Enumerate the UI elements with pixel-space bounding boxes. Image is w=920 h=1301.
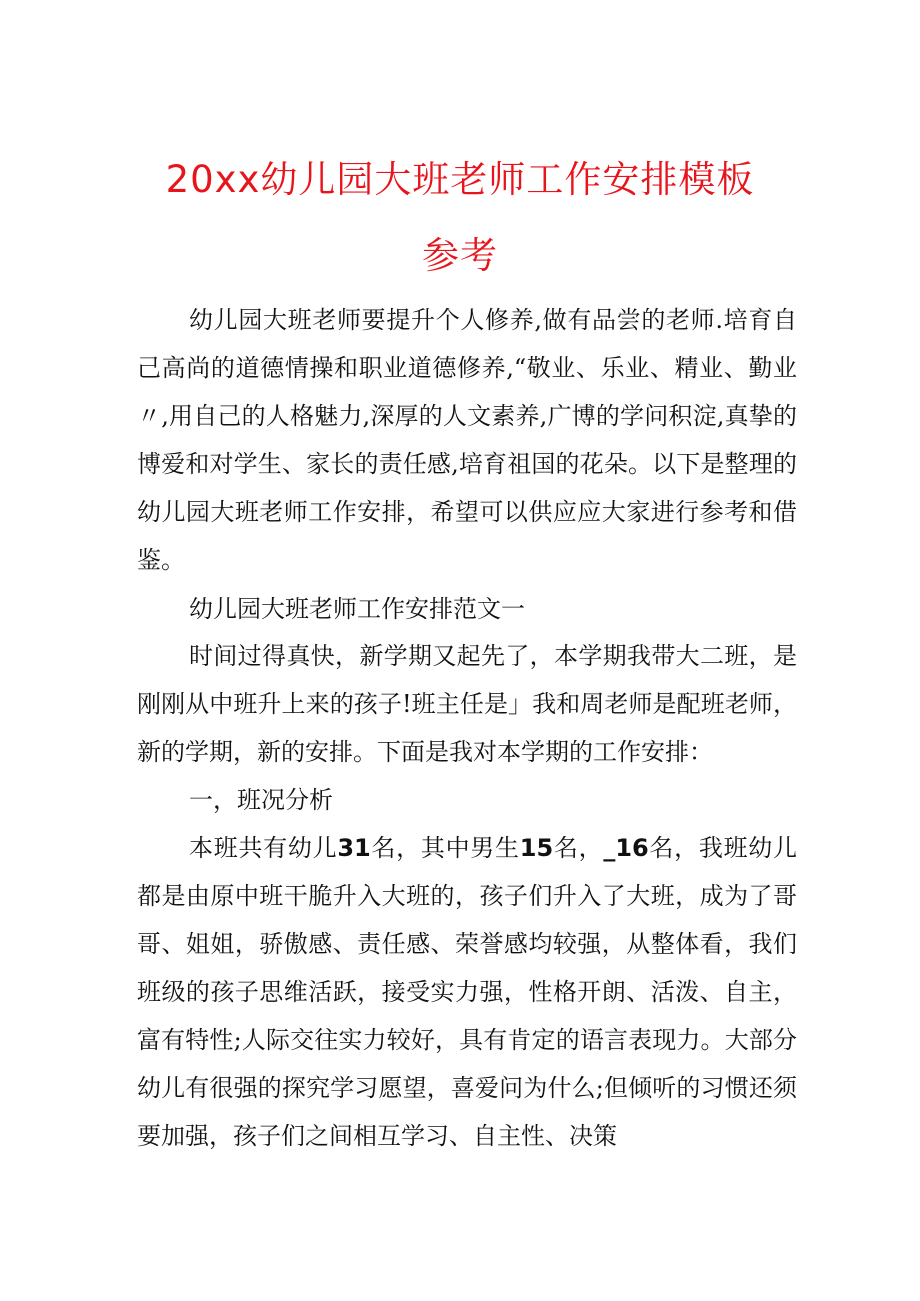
- intro-paragraph: 幼儿园大班老师要提升个人修养,做有品尝的老师.培育自己高尚的道德情操和职业道德修养,“敬业、乐业、精业、勤业〃,用自己的人格魅力,深厚的人文素养,广博的学问积淀,真挚的博爱和对学生、家长的责任感,培育祖国的花朵。以下是整理的幼儿园大班老师工作安排，希望可以供应应大家进行参考和借鉴。: [137, 306, 797, 574]
- sample-heading: 幼儿园大班老师工作安排范文一: [189, 595, 525, 623]
- girls-count: _16: [603, 834, 649, 862]
- total-children-count: 31: [337, 834, 371, 862]
- boys-count: 15: [519, 834, 554, 862]
- class-text-part4: 名，我班幼儿都是由原中班干脆升入大班的，孩子们升入了大班，成为了哥哥、姐姐，骄傲感、责任感、荣誉感均较强，从整体看，我们班级的孩子思维活跃，接受实力强，性格开朗、活泼、自主，富有特性;人际交往实力较好，具有肯定的语言表现力。大部分幼儿有很强的探究学习愿望，喜爱问为什么;但倾听的习惯还须要加强，孩子们之间相互学习、自主性、决策: [137, 834, 798, 1150]
- class-text-part1: 本班共有幼儿: [189, 834, 338, 862]
- document-title-continued: 参考: [422, 234, 498, 277]
- section-heading: 一，班况分析: [189, 786, 333, 814]
- class-text-part3: 名，: [553, 834, 604, 862]
- class-analysis-paragraph: [137, 824, 797, 1160]
- document-title: 20xx幼儿园大班老师工作安排模板: [165, 158, 755, 201]
- opening-paragraph: 时间过得真快，新学期又起先了，本学期我带大二班，是刚刚从中班升上来的孩子!班主任是」我和周老师是配班老师，新的学期，新的安排。下面是我对本学期的工作安排：: [137, 642, 797, 766]
- class-text-part2: 名，其中男生: [370, 834, 520, 862]
